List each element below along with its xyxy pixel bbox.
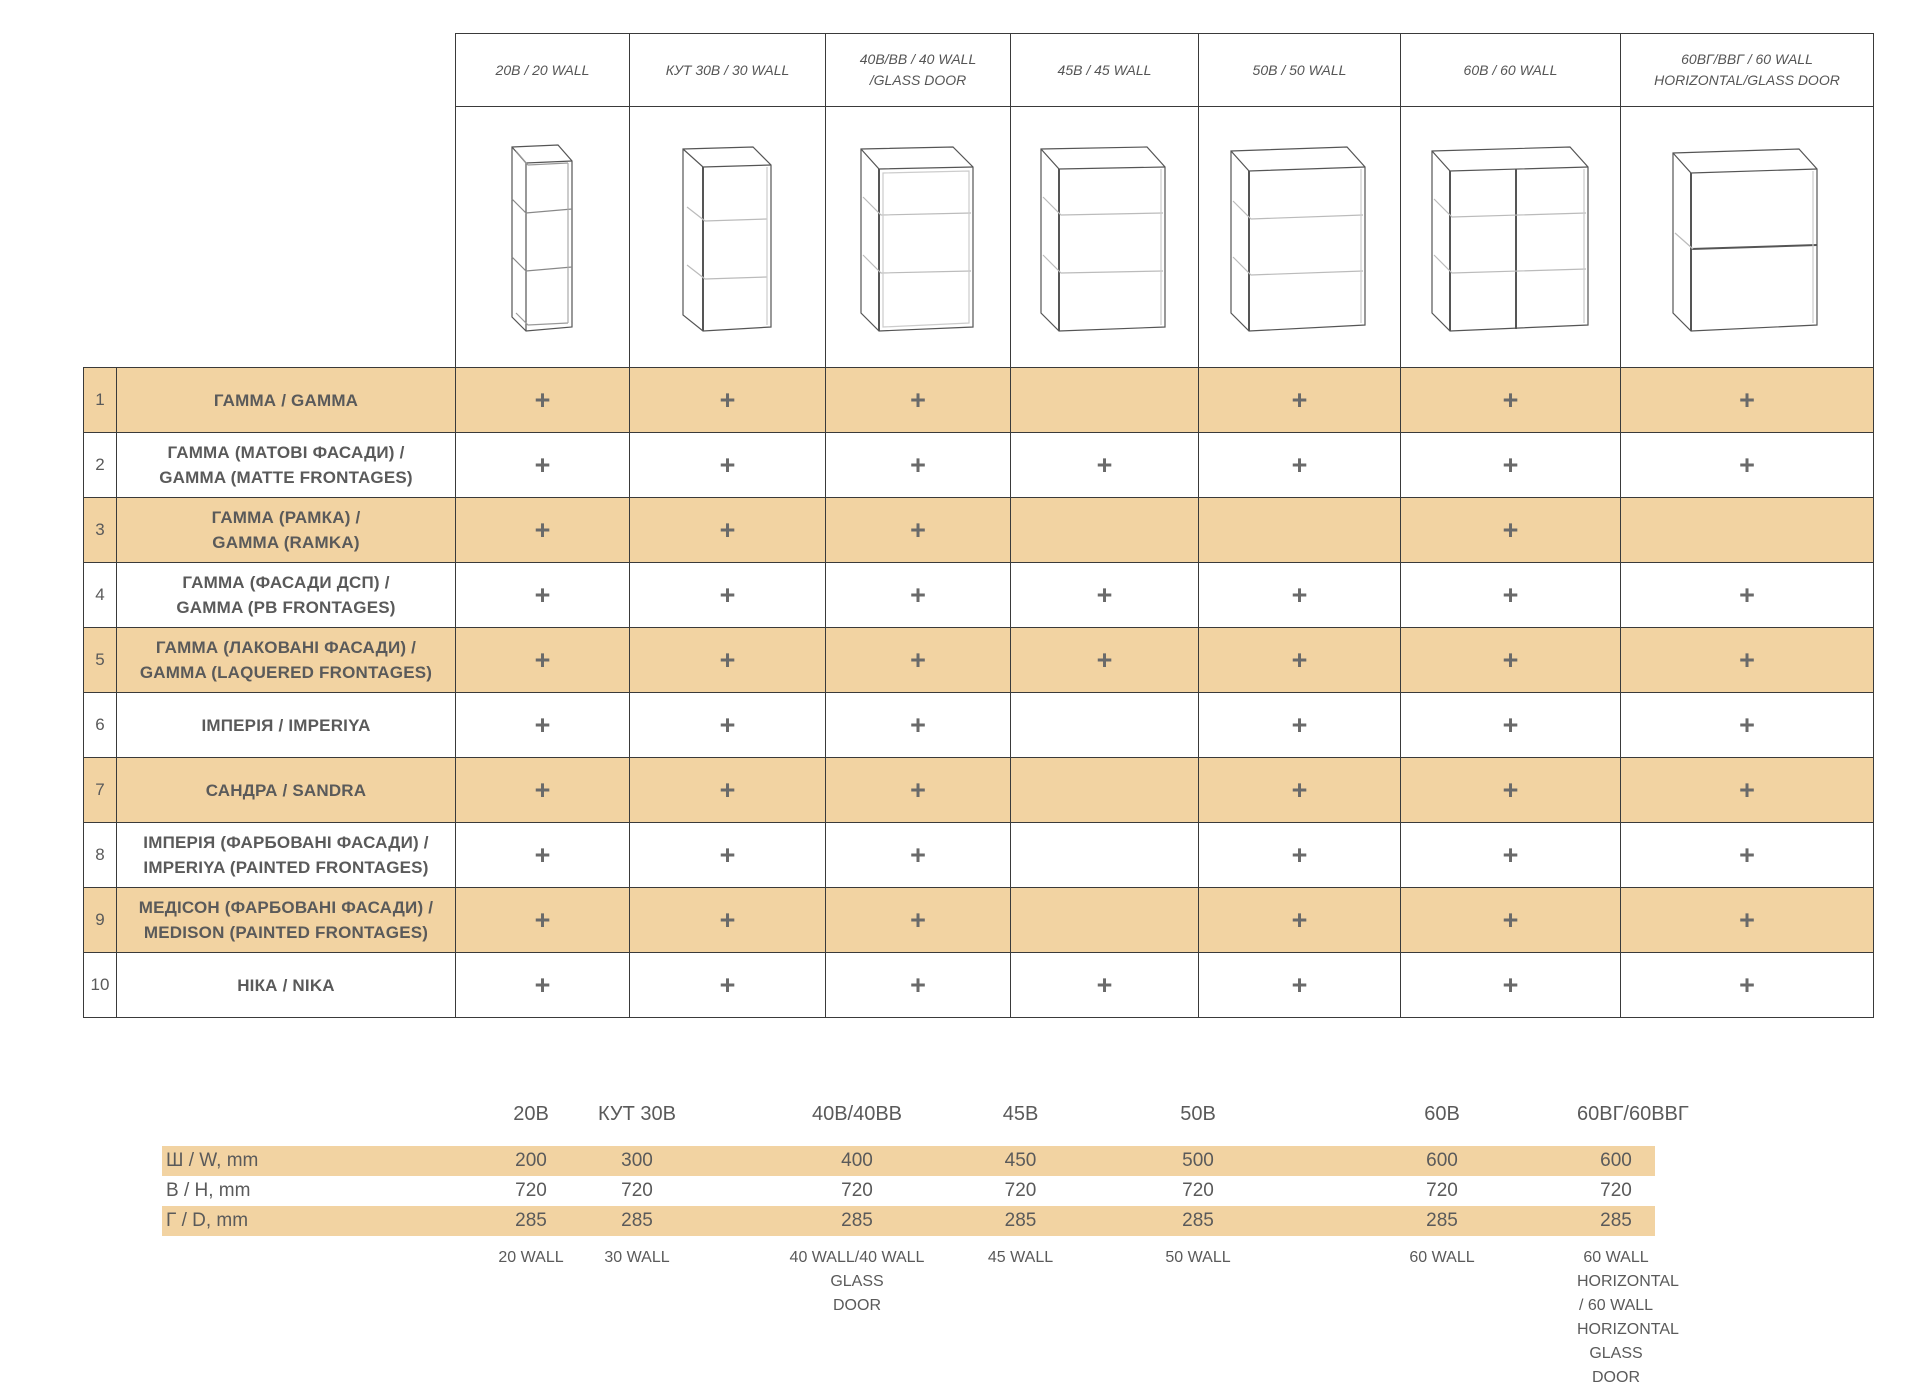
cabinet-60-horizontal-icon <box>1667 137 1827 337</box>
compat-mark: + <box>826 498 1011 563</box>
column-header-row <box>84 34 1874 107</box>
table-row <box>84 498 1874 563</box>
table-row <box>84 368 1874 433</box>
compat-mark <box>1011 823 1199 888</box>
row-number: 1 <box>84 368 117 433</box>
compat-mark: + <box>1199 823 1401 888</box>
compat-mark: + <box>826 823 1011 888</box>
dimension-footer: 20 WALL <box>498 1249 564 1266</box>
compat-mark: + <box>1401 433 1621 498</box>
compat-mark: + <box>456 433 630 498</box>
row-number: 9 <box>84 888 117 953</box>
compat-mark <box>1011 368 1199 433</box>
dimension-row <box>162 1176 1655 1206</box>
dimension-value: 285 <box>762 1206 952 1236</box>
column-header <box>1401 34 1621 107</box>
compat-mark: + <box>456 758 630 823</box>
dimension-value: 200 <box>515 1150 547 1171</box>
column-header <box>456 34 630 107</box>
dimension-value: 720 <box>1182 1180 1214 1201</box>
column-header <box>1199 34 1401 107</box>
compat-mark: + <box>1199 368 1401 433</box>
compat-mark <box>1011 498 1199 563</box>
compat-mark: + <box>1621 953 1874 1018</box>
cabinet-40-icon <box>853 137 983 337</box>
dimension-column-header: 45В <box>1002 1102 1039 1125</box>
cabinet-image-cell <box>630 107 826 368</box>
compat-mark: + <box>1199 433 1401 498</box>
table-row <box>84 563 1874 628</box>
column-header-label: 60ВГ/ВВГ / 60 WALL HORIZONTAL/GLASS DOOR <box>1654 51 1840 88</box>
row-number: 4 <box>84 563 117 628</box>
compat-mark: + <box>1621 888 1874 953</box>
compat-mark: + <box>826 368 1011 433</box>
compat-mark: + <box>1199 628 1401 693</box>
dimension-value: 500 <box>1089 1146 1307 1176</box>
row-number: 3 <box>84 498 117 563</box>
dimension-footer: 50 WALL <box>1165 1249 1231 1266</box>
dimension-column-header: 50В <box>1180 1102 1216 1125</box>
table-row <box>84 758 1874 823</box>
row-name: ГАММА (ФАСАДИ ДСП) / GAMMA (PB FRONTAGES) <box>117 563 456 628</box>
compat-mark: + <box>1401 693 1621 758</box>
compat-mark: + <box>456 368 630 433</box>
row-name: САНДРА / SANDRA <box>117 758 456 823</box>
dimension-value: 720 <box>841 1180 873 1201</box>
compat-mark: + <box>1199 953 1401 1018</box>
row-number: 8 <box>84 823 117 888</box>
cabinet-20-icon <box>498 137 588 337</box>
compat-mark: + <box>630 563 826 628</box>
table-row <box>84 433 1874 498</box>
cabinet-45-icon <box>1035 137 1175 337</box>
compat-mark: + <box>1401 823 1621 888</box>
compat-mark: + <box>1401 953 1621 1018</box>
row-name: ІМПЕРІЯ / IMPERIYA <box>117 693 456 758</box>
row-number: 2 <box>84 433 117 498</box>
compat-mark: + <box>826 628 1011 693</box>
dimension-value: 285 <box>952 1206 1089 1236</box>
dimension-column-header: КУТ 30В <box>598 1102 676 1125</box>
dimension-column-header: 40В/40ВВ <box>811 1102 903 1125</box>
compat-mark: + <box>630 693 826 758</box>
row-name: ГАММА / GAMMA <box>117 368 456 433</box>
compat-mark: + <box>826 563 1011 628</box>
compatibility-table <box>83 33 1874 1018</box>
compat-mark: + <box>826 758 1011 823</box>
row-name: НІКА / NIKA <box>117 953 456 1018</box>
dimension-label: В / H, mm <box>166 1180 251 1201</box>
column-header <box>1011 34 1199 107</box>
compat-mark: + <box>1199 888 1401 953</box>
compat-mark <box>1011 693 1199 758</box>
cabinet-30-icon <box>673 137 783 337</box>
cabinet-image-cell <box>1011 107 1199 368</box>
compat-mark: + <box>1199 693 1401 758</box>
dimension-value: 720 <box>1600 1180 1632 1201</box>
compat-mark: + <box>630 953 826 1018</box>
dimension-label: Ш / W, mm <box>162 1146 330 1176</box>
compat-mark: + <box>630 368 826 433</box>
compat-mark: + <box>630 823 826 888</box>
row-name: МЕДІСОН (ФАРБОВАНІ ФАСАДИ) / MEDISON (PAINTED FRONTAGES) <box>117 888 456 953</box>
compat-mark: + <box>1401 368 1621 433</box>
cabinet-image-cell <box>1401 107 1621 368</box>
row-number: 6 <box>84 693 117 758</box>
dimensions-footer-row <box>162 1236 1655 1390</box>
dimension-value: 285 <box>1577 1206 1655 1236</box>
table-row <box>84 693 1874 758</box>
dimension-label: Г / D, mm <box>162 1206 330 1236</box>
compat-mark: + <box>1621 433 1874 498</box>
compat-mark: + <box>1199 758 1401 823</box>
compat-mark: + <box>1401 888 1621 953</box>
dimension-footer: 45 WALL <box>987 1249 1054 1266</box>
compat-mark: + <box>1011 953 1199 1018</box>
cabinet-image-cell <box>826 107 1011 368</box>
column-header-label: 20В / 20 WALL <box>495 61 590 78</box>
compat-mark: + <box>456 693 630 758</box>
dimension-value: 720 <box>515 1180 547 1201</box>
compat-mark: + <box>630 758 826 823</box>
column-header <box>630 34 826 107</box>
compat-mark: + <box>826 433 1011 498</box>
dimension-value: 450 <box>952 1146 1089 1176</box>
row-number: 7 <box>84 758 117 823</box>
cabinet-60-icon <box>1426 137 1596 337</box>
dimension-value: 720 <box>621 1180 653 1201</box>
compat-mark: + <box>456 498 630 563</box>
compat-mark <box>1621 498 1874 563</box>
dimension-column-header: 60В <box>1424 1102 1460 1125</box>
dimension-column-header: 60ВГ/60ВВГ <box>1577 1102 1689 1125</box>
dimensions-table <box>162 1090 1689 1390</box>
row-name: ГАММА (МАТОВІ ФАСАДИ) / GAMMA (MATTE FRONTAGES) <box>117 433 456 498</box>
compat-mark: + <box>456 953 630 1018</box>
compat-mark: + <box>1199 563 1401 628</box>
row-name: ІМПЕРІЯ (ФАРБОВАНІ ФАСАДИ) / IMPERIYA (PAINTED FRONTAGES) <box>117 823 456 888</box>
compat-mark: + <box>456 823 630 888</box>
dimension-value: 285 <box>515 1210 547 1231</box>
compat-mark: + <box>1621 693 1874 758</box>
compat-mark: + <box>630 888 826 953</box>
compat-mark: + <box>456 563 630 628</box>
cabinet-image-cell <box>1199 107 1401 368</box>
compat-mark: + <box>630 628 826 693</box>
compat-mark: + <box>826 953 1011 1018</box>
compat-mark: + <box>826 888 1011 953</box>
dimension-value: 300 <box>621 1150 653 1171</box>
column-header-label: 50В / 50 WALL <box>1252 61 1347 78</box>
compat-mark: + <box>1621 563 1874 628</box>
dimension-value: 600 <box>1577 1146 1655 1176</box>
compat-mark: + <box>456 628 630 693</box>
compat-mark <box>1199 498 1401 563</box>
dimension-value: 400 <box>762 1146 952 1176</box>
dimension-value: 285 <box>1089 1206 1307 1236</box>
column-header-label: 40В/ВВ / 40 WALL /GLASS DOOR <box>859 51 977 88</box>
compat-mark: + <box>1011 433 1199 498</box>
compat-mark: + <box>1011 563 1199 628</box>
table-row <box>84 628 1874 693</box>
column-header <box>826 34 1011 107</box>
column-header-label: 60В / 60 WALL <box>1463 61 1558 78</box>
column-header <box>1621 34 1874 107</box>
row-number: 5 <box>84 628 117 693</box>
row-name: ГАММА (РАМКА) / GAMMA (RAMKA) <box>117 498 456 563</box>
dimension-footer: 40 WALL/40 WALL GLASS DOOR <box>789 1249 925 1314</box>
dimension-footer: 30 WALL <box>604 1249 670 1266</box>
cabinet-image-row <box>84 107 1874 368</box>
column-header-label: 45В / 45 WALL <box>1057 61 1152 78</box>
dimension-row <box>162 1146 1655 1176</box>
column-header-label: КУТ 30В / 30 WALL <box>665 61 790 78</box>
dimension-value: 720 <box>1004 1180 1037 1201</box>
compat-mark: + <box>630 498 826 563</box>
compat-mark: + <box>1621 758 1874 823</box>
row-number: 10 <box>84 953 117 1018</box>
compat-mark <box>1011 758 1199 823</box>
compat-mark: + <box>1401 498 1621 563</box>
cabinet-image-cell <box>456 107 630 368</box>
table-row <box>84 953 1874 1018</box>
compat-mark <box>1011 888 1199 953</box>
dimension-footer: 60 WALL HORIZONTAL / 60 WALL HORIZONTAL GLASS DOOR <box>1577 1249 1679 1386</box>
cabinet-image-cell <box>1621 107 1874 368</box>
compat-mark: + <box>630 433 826 498</box>
compat-mark: + <box>1401 758 1621 823</box>
table-row <box>84 888 1874 953</box>
dimension-value: 600 <box>1307 1146 1577 1176</box>
compat-mark: + <box>1401 563 1621 628</box>
compat-mark: + <box>1621 368 1874 433</box>
dimension-row <box>162 1206 1655 1236</box>
dimension-value: 285 <box>1307 1206 1577 1236</box>
compat-mark: + <box>456 888 630 953</box>
compat-mark: + <box>1621 628 1874 693</box>
dimension-value: 720 <box>1426 1180 1458 1201</box>
compat-mark: + <box>1011 628 1199 693</box>
compat-mark: + <box>1621 823 1874 888</box>
cabinet-50-icon <box>1225 137 1375 337</box>
compat-mark: + <box>1401 628 1621 693</box>
dimension-value: 285 <box>621 1210 653 1231</box>
row-name: ГАММА (ЛАКОВАНІ ФАСАДИ) / GAMMA (LAQUERED FRONTAGES) <box>117 628 456 693</box>
dimensions-header-row <box>162 1090 1655 1138</box>
compat-mark: + <box>826 693 1011 758</box>
table-row <box>84 823 1874 888</box>
dimension-column-header: 20В <box>513 1102 549 1125</box>
dimension-footer: 60 WALL <box>1409 1249 1475 1266</box>
